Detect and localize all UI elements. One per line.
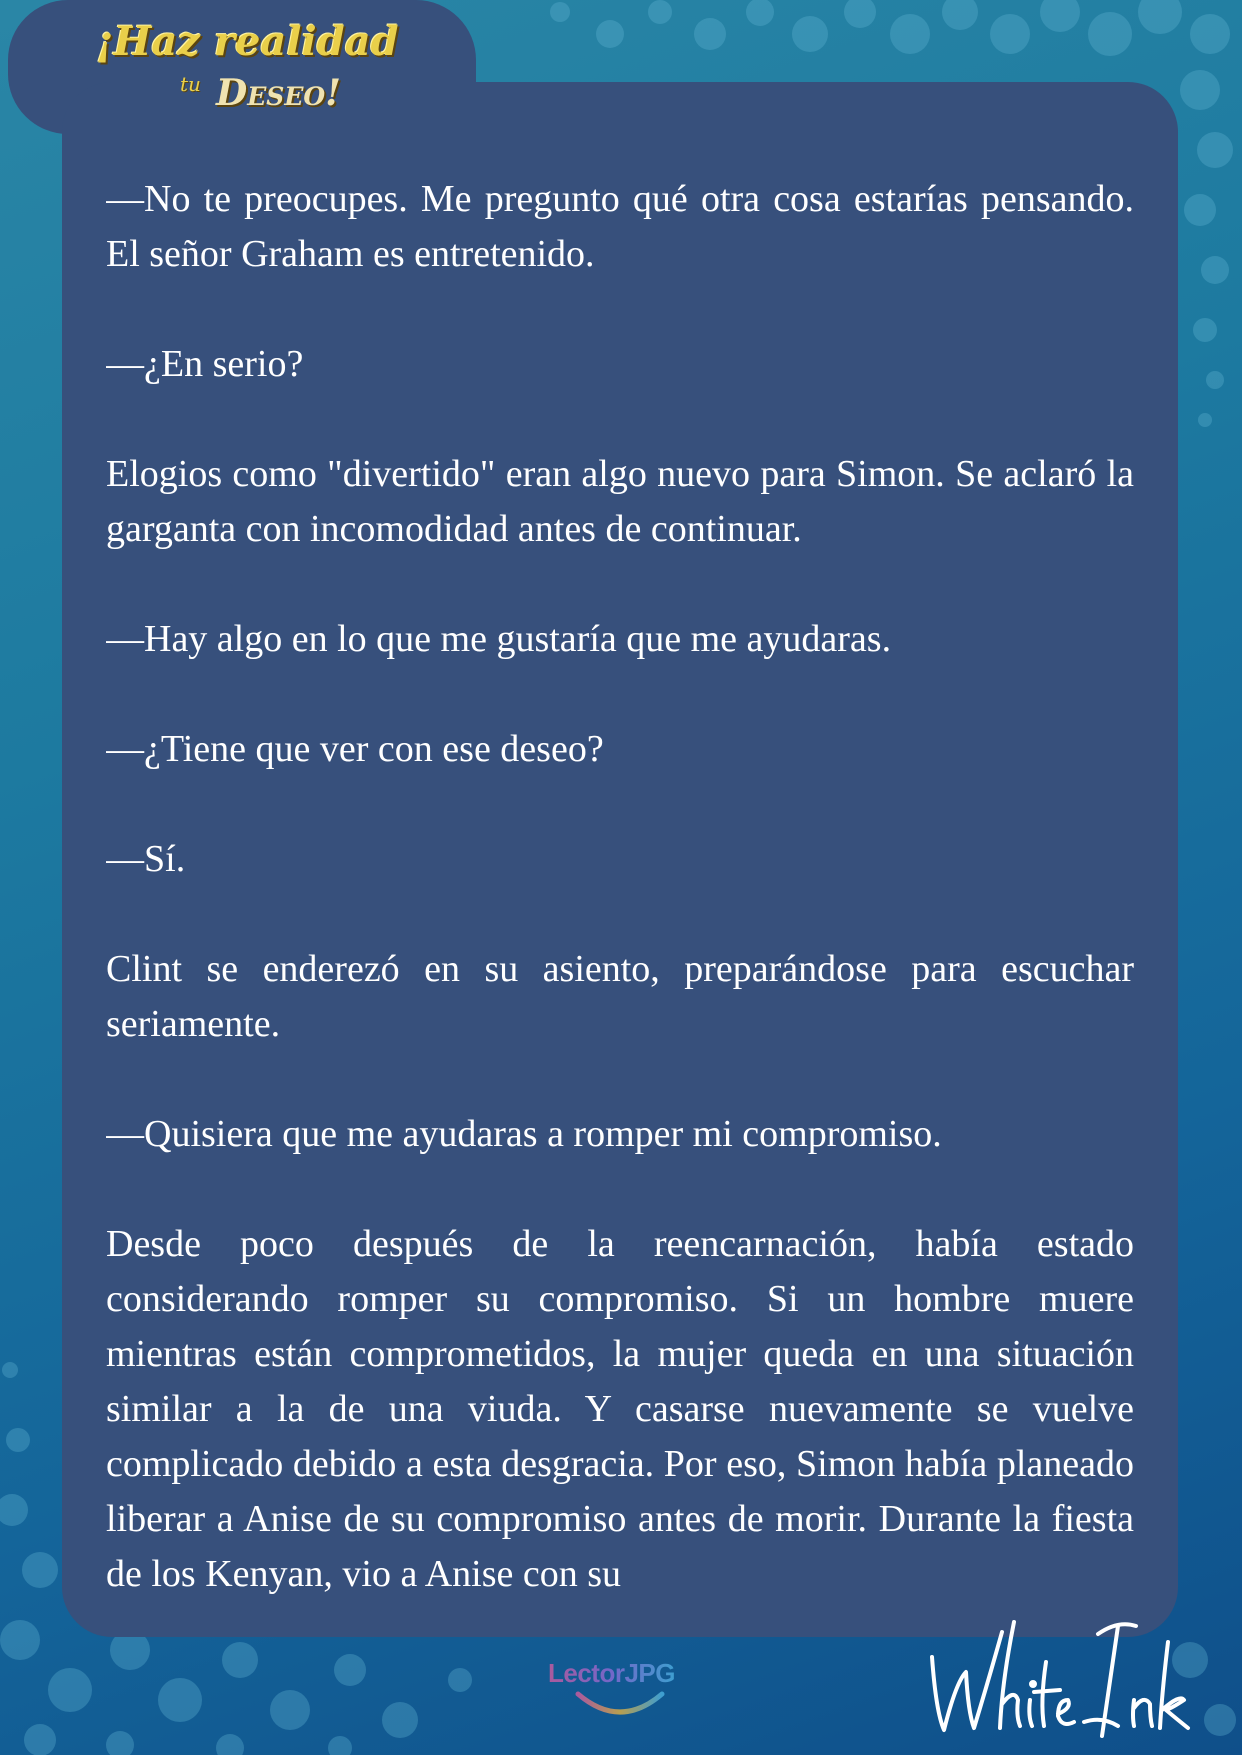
paragraph: Clint se enderezó en su asiento, preparándose para escuchar seriamente. (106, 948, 1134, 1045)
story-text (106, 172, 1134, 1612)
watermark-text: LectorJPG (548, 1658, 675, 1688)
paragraph: —¿Tiene que ver con ese deseo? (106, 728, 604, 770)
smile-arc-icon (570, 1684, 670, 1724)
lectorjpg-watermark (548, 1658, 688, 1722)
paragraph: —Sí. (106, 838, 186, 880)
paragraph: —Quisiera que me ayudaras a romper mi compromiso. (106, 1113, 942, 1155)
paragraph: —¿En serio? (106, 343, 304, 385)
logo-text-small: tu (180, 72, 201, 96)
white-ink-signature (922, 1612, 1192, 1742)
logo-text-line-1: ¡Haz realidad (96, 18, 399, 65)
paragraph: Desde poco después de la reencarnación, había estado considerando romper su compromiso. Si un hombre muere mientras están comprometidos, la mujer queda en una situación similar a la de una viuda. Y casarse nuevamente se vuelve complicado debido a esta desgracia. Por eso, Simon había planeado liberar a Anise de su compromiso antes de morir. Durante la fiesta de los Kenyan, vio a Anise con su (106, 1223, 1134, 1595)
paragraph: Elogios como "divertido" eran algo nuevo para Simon. Se aclaró la garganta con incomodidad antes de continuar. (106, 453, 1134, 550)
brand-logo (92, 18, 399, 122)
paragraph: —No te preocupes. Me pregunto qué otra cosa estarías pensando. El señor Graham es entretenido. (106, 178, 1134, 275)
logo-text-line-2: Deseo! (216, 72, 341, 114)
paragraph: —Hay algo en lo que me gustaría que me ayudaras. (106, 618, 892, 660)
